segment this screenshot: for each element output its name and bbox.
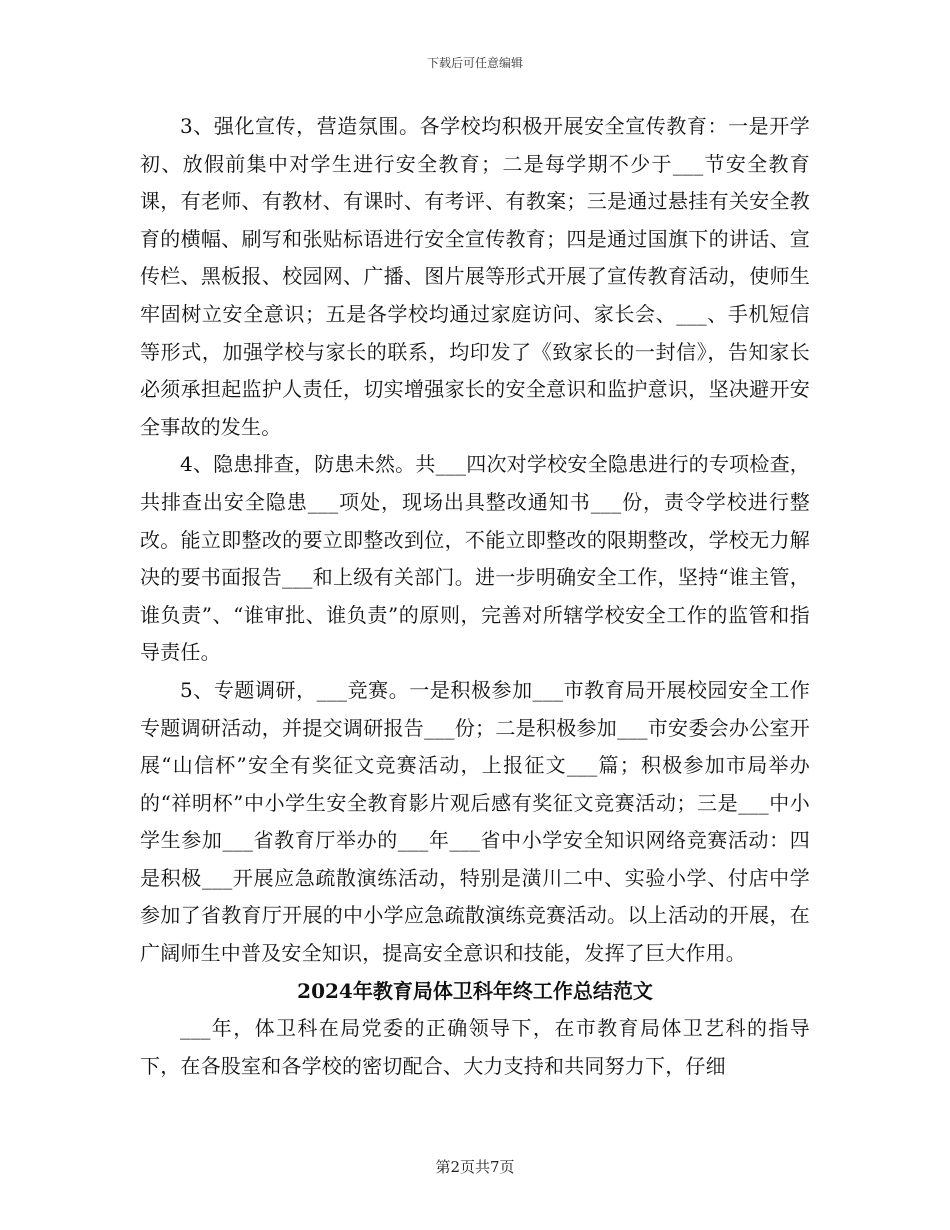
section-title: 2024年教育局体卫科年终工作总结范文 [297, 978, 653, 1003]
paragraph-hazard-inspection: 4、隐患排查，防患未然。共___四次对学校安全隐患进行的专项检查，共排查出安全隐患___项处，现场出具整改通知书___份，责令学校进行整改。能立即整改的要立即整改到位，不能立即整改的限期整改，学校无力解决的要书面报告___和上级有关部门。进一步明确安全工作，坚持“谁主管，谁负责”、“谁审批、谁负责”的原则，完善对所辖学校安全工作的监管和指导责任。 [140, 452, 810, 665]
paragraph-summary-intro: ___年，体卫科在局党委的正确领导下，在市教育局体卫艺科的指导下，在各股室和各学校的密切配合、大力支持和共同努力下，仔细 [140, 1016, 810, 1078]
document-body [140, 108, 810, 1085]
paragraph-research-competition: 5、专题调研，___竞赛。一是积极参加___市教育局开展校园安全工作专题调研活动，并提交调研报告___份；二是积极参加___市安委会办公室开展“山信杯”安全有奖征文竞赛活动，上报征文___篇；积极参加市局举办的“祥明杯”中小学生安全教育影片观后感有奖征文竞赛活动；三是___中小学生参加___省教育厅举办的___年___省中小学安全知识网络竞赛活动：四是积极___开展应急疏散演练活动，特别是潢川二中、实验小学、付店中学参加了省教育厅开展的中小学应急疏散演练竞赛活动。以上活动的开展，在广阔师生中普及安全知识，提高安全意识和技能，发挥了巨大作用。 [140, 677, 810, 966]
paragraph-publicity: 3、强化宣传，营造氛围。各学校均积极开展安全宣传教育：一是开学初、放假前集中对学生进行安全教育；二是每学期不少于___节安全教育课，有老师、有教材、有课时、有考评、有教案；三是通过悬挂有关安全教育的横幅、刷写和张贴标语进行安全宣传教育；四是通过国旗下的讲话、宣传栏、黑板报、校园网、广播、图片展等形式开展了宣传教育活动，使师生牢固树立安全意识；五是各学校均通过家庭访问、家长会、___、手机短信等形式，加强学校与家长的联系，均印发了《致家长的一封信》，告知家长必须承担起监护人责任，切实增强家长的安全意识和监护意识，坚决避开安全事故的发生。 [140, 114, 810, 439]
page-header-note: 下载后可任意编辑 [426, 56, 523, 70]
page-number-footer: 第2页共7页 [435, 1158, 515, 1176]
